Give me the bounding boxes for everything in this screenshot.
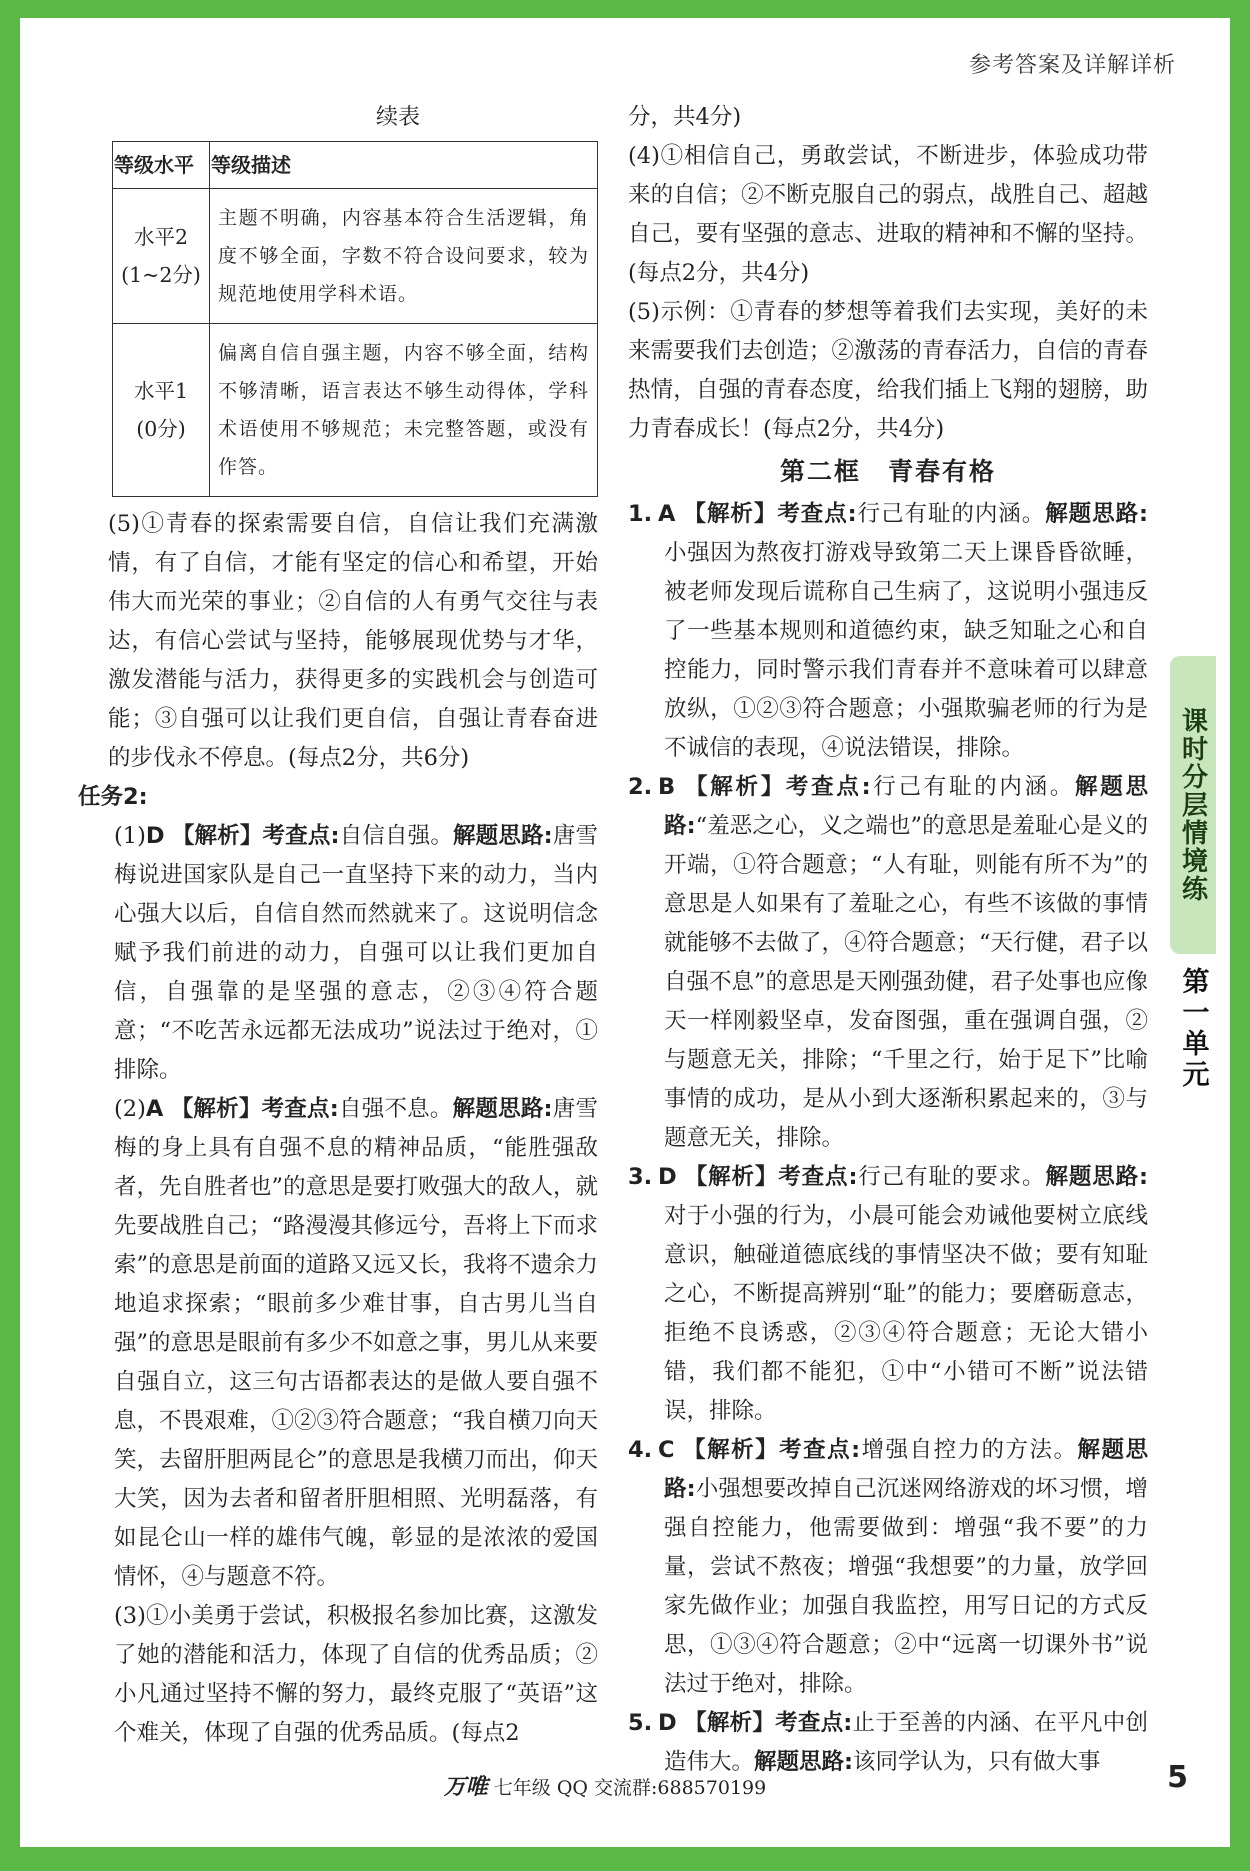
explanation: 小强想要改掉自己沉迷网络游戏的坏习惯，增强自控能力，他需要做到：增强“我不要”的力量，尝试不熬夜；增强“我想要”的力量，放学回家先做作业；加强自我监控，用写日记的方式反思，①③④符合题意；②中“远离一切课外书”说法过于绝对，排除。 [664, 1476, 1148, 1697]
analysis-label: 【解析】考查点: [683, 501, 857, 527]
question-number: 5. [628, 1710, 653, 1736]
side-unit-label: 第一单元 [1177, 967, 1209, 1091]
approach-label: 解题思路: [453, 823, 553, 849]
analysis-label: 【解析】考查点: [171, 823, 340, 849]
approach-label: 解题思路: [664, 1437, 1148, 1502]
explanation: 该同学认为，只有做大事 [853, 1749, 1101, 1775]
approach-label: 解题思路: [1045, 501, 1149, 527]
key-point: 止于至善的内涵、在平凡中创造伟大。 [664, 1710, 1148, 1775]
approach-label: 解题思路: [1045, 1164, 1149, 1190]
analysis-label: 【解析】考查点: [684, 1164, 858, 1190]
explanation: “羞恶之心，义之端也”的意思是羞耻心是义的开端，①符合题意；“人有耻，则能有所不为”的意思是人如果有了羞耻之心，有些不该做的事情就能够不去做了，④符合题意；“天行健，君子以自强不息”的意思是天刚强劲健，君子处事也应像天一样刚毅坚卓，发奋图强，重在强调自强，②与题意无关，排除；“千里之行，始于足下”比喻事情的成功，是从小到大逐渐积累起来的，③与题意无关，排除。 [664, 813, 1149, 1151]
table-cell-level [113, 189, 210, 324]
key-point: 自强不息。 [338, 1096, 453, 1122]
answer-item [108, 1090, 598, 1597]
key-point: 行己有耻的内涵。 [870, 774, 1076, 800]
table-row [113, 189, 598, 324]
answer-paragraph: (5)①青春的探索需要自信，自信让我们充满激情，有了自信，才能有坚定的信心和希望，开始伟大而光荣的事业；②自信的人有勇气交往与表达，有信心尝试与坚持，能够展现优势与才华，激发潜能与活力，获得更多的实践机会与创造可能；③自强可以让我们更自信，自强让青春奋进的步伐永不停息。(每点2分，共6分) [108, 511, 598, 771]
grading-table [112, 141, 598, 497]
task-heading: 任务2: [78, 784, 148, 810]
level-score: (1~2分) [121, 263, 201, 287]
section-title: 第二框 青春有格 [779, 457, 996, 486]
item-prefix: (2) [114, 1096, 146, 1122]
question-number: 2. [628, 774, 653, 800]
table-header-desc: 等级描述 [210, 142, 598, 189]
table-caption: 续表 [375, 105, 420, 130]
level-score: (0分) [136, 417, 186, 441]
question-answer [628, 1431, 1148, 1704]
answer-letter: C [658, 1437, 675, 1463]
analysis-label: 【解析】考查点: [685, 774, 871, 800]
brand-logo: 万唯 [443, 1775, 488, 1800]
answer-letter: D [658, 1710, 677, 1736]
key-point: 自信自强。 [339, 823, 454, 849]
right-column [628, 98, 1148, 1782]
table-header-level: 等级水平 [113, 142, 210, 189]
question-number: 3. [628, 1164, 653, 1190]
explanation: 唐雪梅说进国家队是自己一直坚持下来的动力，当内心强大以后，自信自然而然就来了。这说明信念赋予我们前进的动力，自强可以让我们更加自信，自强靠的是坚强的意志，②③④符合题意；“不吃苦永远都无法成功”说法过于绝对，①排除。 [114, 823, 598, 1083]
answer-letter: D [658, 1164, 677, 1190]
answer-paragraph: (4)①相信自己，勇敢尝试，不断进步，体验成功带来的自信；②不断克服自己的弱点，战胜自己、超越自己，要有坚强的意志、进取的精神和不懈的坚持。(每点2分，共4分) [628, 143, 1148, 286]
approach-label: 解题思路: [664, 774, 1148, 839]
table-header-row [113, 142, 598, 189]
question-answer [628, 768, 1148, 1158]
answer-item: (3)①小美勇于尝试，积极报名参加比赛，这激发了她的潜能和活力，体现了自信的优秀品质；②小凡通过坚持不懈的努力，最终克服了“英语”这个难关，体现了自强的优秀品质。(每点2 [114, 1603, 598, 1746]
approach-label: 解题思路: [452, 1096, 553, 1122]
question-number: 1. [628, 501, 653, 527]
page-footer [0, 1770, 1210, 1801]
level-name: 水平2 [133, 225, 189, 249]
footer-text: 七年级 QQ 交流群:688570199 [493, 1777, 767, 1799]
table-cell-level [113, 324, 210, 497]
question-answer [628, 1158, 1148, 1431]
answer-letter: D [145, 823, 165, 849]
continued-text: 分，共4分) [628, 104, 742, 130]
running-header: 参考答案及详解详析 [968, 53, 1176, 78]
left-column [78, 98, 599, 1753]
table-cell-desc: 主题不明确，内容基本符合生活逻辑，角度不够全面，字数不符合设问要求，较为规范地使用学科术语。 [210, 189, 598, 324]
approach-label: 解题思路: [754, 1749, 854, 1775]
side-unit-tab [1170, 954, 1216, 1104]
explanation: 唐雪梅的身上具有自强不息的精神品质，“能胜强敌者，先自胜者也”的意思是要打败强大的敌人，就先要战胜自己；“路漫漫其修远兮，吾将上下而求索”的意思是前面的道路又远又长，我将不遗余力地追求探索；“眼前多少难甘事，自古男儿当自强”的意思是眼前有多少不如意之事，男儿从来要自强自立，这三句古语都表达的是做人要自强不息，不畏艰难，①②③符合题意；“我自横刀向天笑，去留肝胆两昆仑”的意思是我横刀而出，仰天大笑，因为去者和留者肝胆相照、光明磊落，有如昆仑山一样的雄伟气魄，彰显的是浓浓的爱国情怀，④与题意不符。 [114, 1096, 599, 1590]
answer-letter: A [145, 1096, 164, 1122]
question-answer [628, 495, 1148, 768]
key-point: 增强自控力的方法。 [860, 1437, 1078, 1463]
answer-letter: A [658, 501, 676, 527]
answer-letter: B [658, 774, 676, 800]
question-number: 4. [628, 1437, 653, 1463]
item-prefix: (1) [114, 823, 146, 849]
explanation: 对于小强的行为，小晨可能会劝诫他要树立底线意识，触碰道德底线的事情坚决不做；要有知耻之心，不断提高辨别“耻”的能力；要磨砺意志，拒绝不良诱惑，②③④符合题意；无论大错小错，我们都不能犯，①中“小错可不断”说法错误，排除。 [664, 1203, 1148, 1424]
table-cell-desc: 偏离自信自强主题，内容不够全面，结构不够清晰，语言表达不够生动得体，学科术语使用不够规范；未完整答题，或没有作答。 [210, 324, 598, 497]
answer-item [108, 817, 598, 1090]
analysis-label: 【解析】考查点: [170, 1096, 339, 1122]
answer-paragraph: (5)示例：①青春的梦想等着我们去实现，美好的未来需要我们去创造；②激荡的青春活力，自信的青春热情，自强的青春态度，给我们插上飞翔的翅膀，助力青春成长！(每点2分，共4分) [628, 299, 1148, 442]
page-number: 5 [1167, 1760, 1188, 1795]
analysis-label: 【解析】考查点: [683, 1437, 861, 1463]
key-point: 行己有耻的要求。 [857, 1164, 1046, 1190]
level-name: 水平1 [133, 379, 189, 403]
explanation: 小强因为熬夜打游戏导致第二天上课昏昏欲睡，被老师发现后谎称自己生病了，这说明小强违反了一些基本规则和道德约束，缺乏知耻之心和自控能力，同时警示我们青春并不意味着可以肆意放纵，①②③符合题意；小强欺骗老师的行为是不诚信的表现，④说法错误，排除。 [664, 540, 1148, 761]
table-row [113, 324, 598, 497]
side-tab-label: 课时分层情境练 [1177, 707, 1208, 903]
analysis-label: 【解析】考查点: [684, 1710, 853, 1736]
side-section-tab [1170, 656, 1216, 954]
key-point: 行己有耻的内涵。 [856, 501, 1046, 527]
